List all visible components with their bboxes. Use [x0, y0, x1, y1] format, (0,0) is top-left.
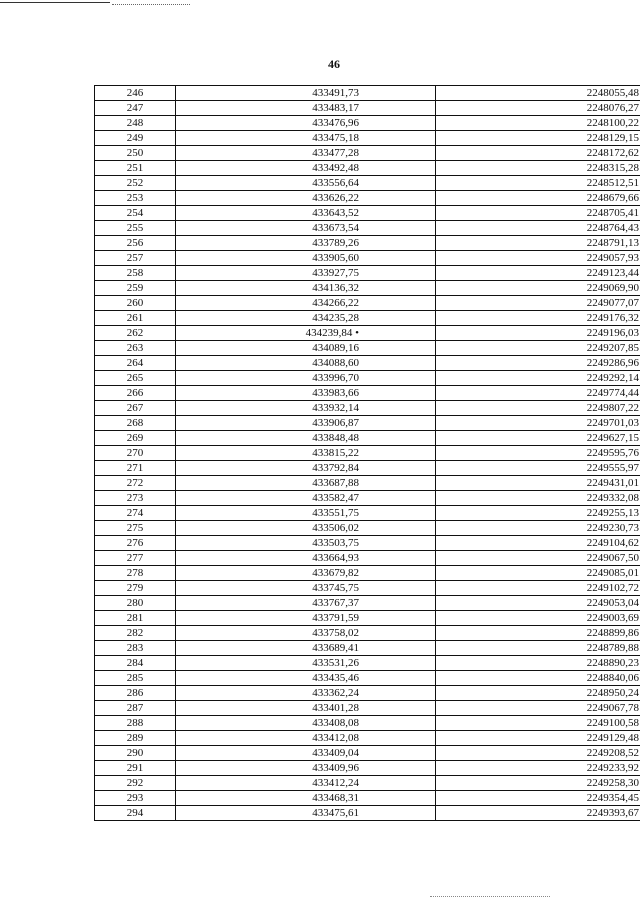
point-number-cell: 249	[95, 131, 176, 146]
point-number-cell: 287	[95, 701, 176, 716]
y-coordinate-cell: 2248899,86	[436, 626, 640, 641]
x-coordinate-cell: 433906,87	[176, 416, 436, 431]
y-coordinate-cell: 2248791,13	[436, 236, 640, 251]
x-coordinate-cell: 433409,04	[176, 746, 436, 761]
point-number-cell: 250	[95, 146, 176, 161]
table-row	[95, 581, 640, 596]
x-coordinate-cell: 433679,82	[176, 566, 436, 581]
point-number-cell: 246	[95, 86, 176, 101]
y-coordinate-cell: 2248512,51	[436, 176, 640, 191]
y-coordinate-cell: 2248764,43	[436, 221, 640, 236]
x-coordinate-cell: 434136,32	[176, 281, 436, 296]
x-coordinate-cell: 433758,02	[176, 626, 436, 641]
y-coordinate-cell: 2249701,03	[436, 416, 640, 431]
point-number-cell: 289	[95, 731, 176, 746]
table-row	[95, 356, 640, 371]
y-coordinate-cell: 2249100,58	[436, 716, 640, 731]
table-row	[95, 101, 640, 116]
point-number-cell: 284	[95, 656, 176, 671]
y-coordinate-cell: 2249057,93	[436, 251, 640, 266]
y-coordinate-cell: 2249077,07	[436, 296, 640, 311]
y-coordinate-cell: 2249595,76	[436, 446, 640, 461]
table-row	[95, 191, 640, 206]
x-coordinate-cell: 434089,16	[176, 341, 436, 356]
y-coordinate-cell: 2248100,22	[436, 116, 640, 131]
x-coordinate-cell: 433791,59	[176, 611, 436, 626]
y-coordinate-cell: 2249393,67	[436, 806, 640, 821]
y-coordinate-cell: 2248315,28	[436, 161, 640, 176]
y-coordinate-cell: 2248789,88	[436, 641, 640, 656]
x-coordinate-cell: 434235,28	[176, 311, 436, 326]
x-coordinate-cell: 433689,41	[176, 641, 436, 656]
table-row	[95, 506, 640, 521]
point-number-cell: 266	[95, 386, 176, 401]
table-row	[95, 416, 640, 431]
point-number-cell: 273	[95, 491, 176, 506]
y-coordinate-cell: 2249258,30	[436, 776, 640, 791]
y-coordinate-cell: 2249176,32	[436, 311, 640, 326]
scan-edge-line	[0, 2, 110, 4]
point-number-cell: 272	[95, 476, 176, 491]
table-row	[95, 536, 640, 551]
point-number-cell: 294	[95, 806, 176, 821]
y-coordinate-cell: 2249085,01	[436, 566, 640, 581]
x-coordinate-cell: 433815,22	[176, 446, 436, 461]
y-coordinate-cell: 2248950,24	[436, 686, 640, 701]
x-coordinate-cell: 433468,31	[176, 791, 436, 806]
x-coordinate-cell: 433506,02	[176, 521, 436, 536]
y-coordinate-cell: 2249069,90	[436, 281, 640, 296]
x-coordinate-cell: 433475,61	[176, 806, 436, 821]
x-coordinate-cell: 434266,22	[176, 296, 436, 311]
y-coordinate-cell: 2248679,66	[436, 191, 640, 206]
table-row	[95, 431, 640, 446]
table-row	[95, 266, 640, 281]
point-number-cell: 290	[95, 746, 176, 761]
point-number-cell: 255	[95, 221, 176, 236]
point-number-cell: 257	[95, 251, 176, 266]
x-coordinate-cell: 433996,70	[176, 371, 436, 386]
point-number-cell: 283	[95, 641, 176, 656]
point-number-cell: 275	[95, 521, 176, 536]
x-coordinate-cell: 433905,60	[176, 251, 436, 266]
y-coordinate-cell: 2248055,48	[436, 86, 640, 101]
table-row	[95, 461, 640, 476]
table-row	[95, 521, 640, 536]
x-coordinate-cell: 434088,60	[176, 356, 436, 371]
table-row	[95, 596, 640, 611]
table-row	[95, 701, 640, 716]
y-coordinate-cell: 2249233,92	[436, 761, 640, 776]
coordinates-table	[94, 85, 640, 821]
table-row	[95, 566, 640, 581]
point-number-cell: 292	[95, 776, 176, 791]
table-row	[95, 731, 640, 746]
table-row	[95, 176, 640, 191]
y-coordinate-cell: 2249123,44	[436, 266, 640, 281]
point-number-cell: 258	[95, 266, 176, 281]
y-coordinate-cell: 2249807,22	[436, 401, 640, 416]
point-number-cell: 281	[95, 611, 176, 626]
x-coordinate-cell: 433932,14	[176, 401, 436, 416]
point-number-cell: 277	[95, 551, 176, 566]
y-coordinate-cell: 2249555,97	[436, 461, 640, 476]
point-number-cell: 280	[95, 596, 176, 611]
y-coordinate-cell: 2249129,48	[436, 731, 640, 746]
x-coordinate-cell: 433475,18	[176, 131, 436, 146]
table-row	[95, 476, 640, 491]
point-number-cell: 248	[95, 116, 176, 131]
y-coordinate-cell: 2249332,08	[436, 491, 640, 506]
y-coordinate-cell: 2248076,27	[436, 101, 640, 116]
x-coordinate-cell: 433409,96	[176, 761, 436, 776]
coordinates-table-body	[95, 86, 640, 821]
y-coordinate-cell: 2248890,23	[436, 656, 640, 671]
x-coordinate-cell: 433483,17	[176, 101, 436, 116]
table-row	[95, 296, 640, 311]
y-coordinate-cell: 2249208,52	[436, 746, 640, 761]
x-coordinate-cell: 433983,66	[176, 386, 436, 401]
x-coordinate-cell: 433476,96	[176, 116, 436, 131]
point-number-cell: 265	[95, 371, 176, 386]
point-number-cell: 259	[95, 281, 176, 296]
x-coordinate-cell: 433848,48	[176, 431, 436, 446]
table-row	[95, 311, 640, 326]
y-coordinate-cell: 2249774,44	[436, 386, 640, 401]
table-row	[95, 86, 640, 101]
y-coordinate-cell: 2249104,62	[436, 536, 640, 551]
point-number-cell: 293	[95, 791, 176, 806]
x-coordinate-cell: 433687,88	[176, 476, 436, 491]
point-number-cell: 282	[95, 626, 176, 641]
y-coordinate-cell: 2249627,15	[436, 431, 640, 446]
point-number-cell: 262	[95, 326, 176, 341]
table-row	[95, 551, 640, 566]
table-row	[95, 371, 640, 386]
table-row	[95, 746, 640, 761]
y-coordinate-cell: 2249196,03	[436, 326, 640, 341]
y-coordinate-cell: 2249003,69	[436, 611, 640, 626]
x-coordinate-cell: 433927,75	[176, 266, 436, 281]
table-row	[95, 656, 640, 671]
point-number-cell: 253	[95, 191, 176, 206]
y-coordinate-cell: 2249067,50	[436, 551, 640, 566]
page-number: 46	[328, 57, 340, 71]
point-number-cell: 261	[95, 311, 176, 326]
y-coordinate-cell: 2248129,15	[436, 131, 640, 146]
table-row	[95, 386, 640, 401]
table-row	[95, 686, 640, 701]
point-number-cell: 247	[95, 101, 176, 116]
point-number-cell: 252	[95, 176, 176, 191]
x-coordinate-cell: 433412,08	[176, 731, 436, 746]
table-row	[95, 251, 640, 266]
x-coordinate-cell: 433492,48	[176, 161, 436, 176]
table-row	[95, 221, 640, 236]
scan-edge-dots	[112, 4, 190, 6]
point-number-cell: 285	[95, 671, 176, 686]
point-number-cell: 291	[95, 761, 176, 776]
x-coordinate-cell: 433491,73	[176, 86, 436, 101]
point-number-cell: 251	[95, 161, 176, 176]
point-number-cell: 278	[95, 566, 176, 581]
table-row	[95, 206, 640, 221]
table-row	[95, 146, 640, 161]
y-coordinate-cell: 2249292,14	[436, 371, 640, 386]
table-row	[95, 236, 640, 251]
table-row	[95, 641, 640, 656]
table-row	[95, 341, 640, 356]
point-number-cell: 260	[95, 296, 176, 311]
point-number-cell: 264	[95, 356, 176, 371]
point-number-cell: 269	[95, 431, 176, 446]
y-coordinate-cell: 2248172,62	[436, 146, 640, 161]
table-row	[95, 326, 640, 341]
x-coordinate-cell: 433435,46	[176, 671, 436, 686]
y-coordinate-cell: 2249255,13	[436, 506, 640, 521]
table-row	[95, 116, 640, 131]
y-coordinate-cell: 2248705,41	[436, 206, 640, 221]
point-number-cell: 276	[95, 536, 176, 551]
table-row	[95, 791, 640, 806]
y-coordinate-cell: 2249053,04	[436, 596, 640, 611]
x-coordinate-cell: 433745,75	[176, 581, 436, 596]
point-number-cell: 270	[95, 446, 176, 461]
x-coordinate-cell: 433626,22	[176, 191, 436, 206]
table-row	[95, 626, 640, 641]
table-row	[95, 671, 640, 686]
point-number-cell: 279	[95, 581, 176, 596]
table-row	[95, 716, 640, 731]
y-coordinate-cell: 2249102,72	[436, 581, 640, 596]
x-coordinate-cell: 433673,54	[176, 221, 436, 236]
point-number-cell: 263	[95, 341, 176, 356]
y-coordinate-cell: 2249207,85	[436, 341, 640, 356]
x-coordinate-cell: 433408,08	[176, 716, 436, 731]
point-number-cell: 268	[95, 416, 176, 431]
x-coordinate-cell: 433551,75	[176, 506, 436, 521]
table-row	[95, 761, 640, 776]
point-number-cell: 274	[95, 506, 176, 521]
point-number-cell: 256	[95, 236, 176, 251]
y-coordinate-cell: 2248840,06	[436, 671, 640, 686]
y-coordinate-cell: 2249354,45	[436, 791, 640, 806]
x-coordinate-cell: 433643,52	[176, 206, 436, 221]
table-row	[95, 611, 640, 626]
table-row	[95, 806, 640, 821]
point-number-cell: 271	[95, 461, 176, 476]
x-coordinate-cell: 433767,37	[176, 596, 436, 611]
x-coordinate-cell: 433503,75	[176, 536, 436, 551]
table-row	[95, 131, 640, 146]
point-number-cell: 286	[95, 686, 176, 701]
scan-edge-dots-bottom	[430, 896, 550, 898]
point-number-cell: 254	[95, 206, 176, 221]
x-coordinate-cell: 433556,64	[176, 176, 436, 191]
table-row	[95, 491, 640, 506]
x-coordinate-cell: 433531,26	[176, 656, 436, 671]
x-coordinate-cell: 433477,28	[176, 146, 436, 161]
x-coordinate-cell: 433664,93	[176, 551, 436, 566]
point-number-cell: 267	[95, 401, 176, 416]
table-row	[95, 161, 640, 176]
table-row	[95, 401, 640, 416]
y-coordinate-cell: 2249431,01	[436, 476, 640, 491]
x-coordinate-cell: 434239,84 •	[176, 326, 436, 341]
x-coordinate-cell: 433412,24	[176, 776, 436, 791]
y-coordinate-cell: 2249230,73	[436, 521, 640, 536]
x-coordinate-cell: 433792,84	[176, 461, 436, 476]
x-coordinate-cell: 433362,24	[176, 686, 436, 701]
point-number-cell: 288	[95, 716, 176, 731]
y-coordinate-cell: 2249067,78	[436, 701, 640, 716]
table-row	[95, 281, 640, 296]
x-coordinate-cell: 433401,28	[176, 701, 436, 716]
table-row	[95, 776, 640, 791]
x-coordinate-cell: 433789,26	[176, 236, 436, 251]
y-coordinate-cell: 2249286,96	[436, 356, 640, 371]
table-row	[95, 446, 640, 461]
x-coordinate-cell: 433582,47	[176, 491, 436, 506]
